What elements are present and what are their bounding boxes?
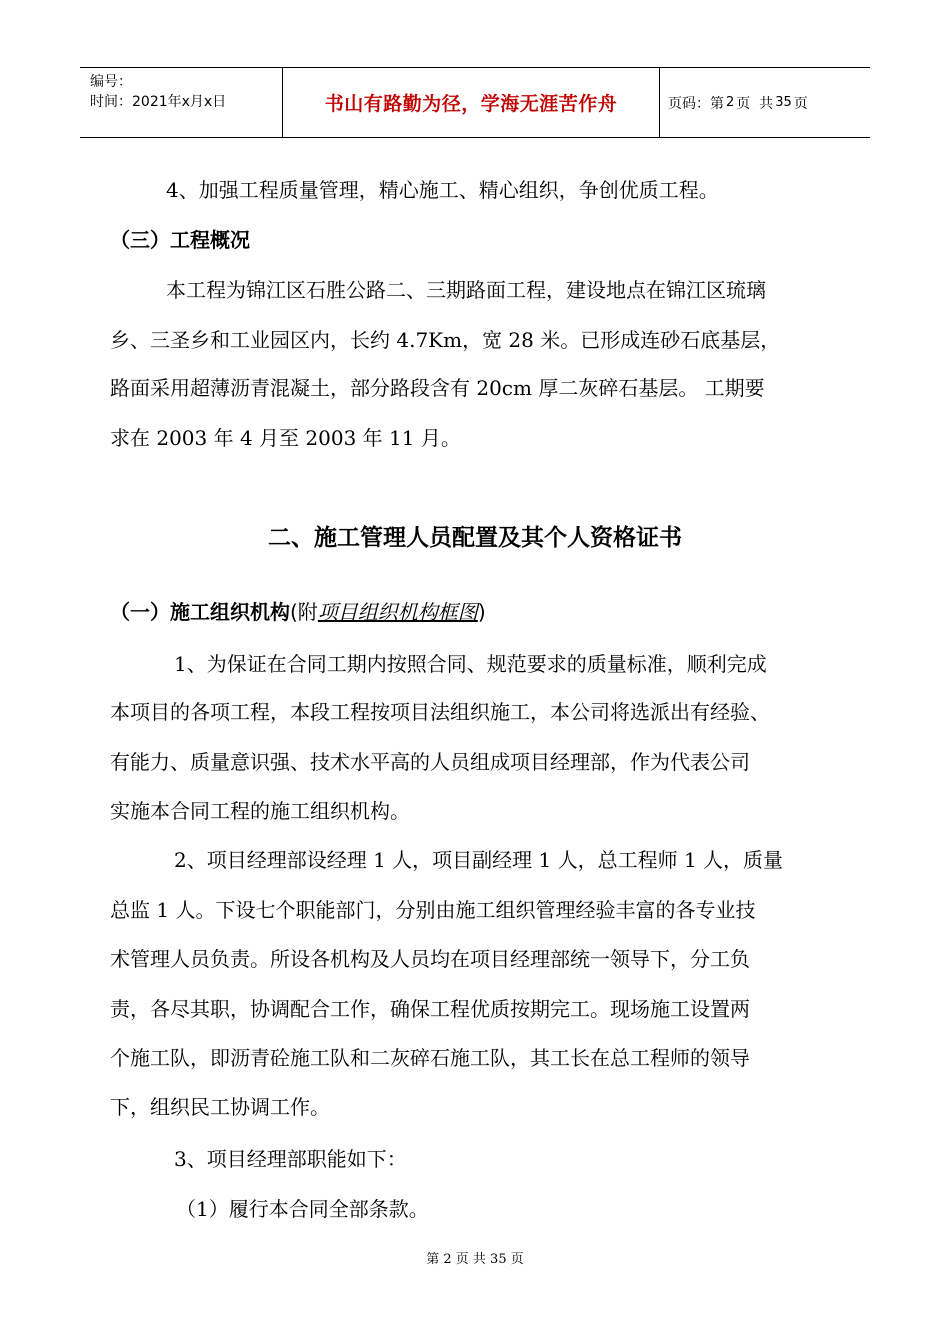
header-motto-cell xyxy=(282,68,660,137)
subsection-1-title: （一）施工组织机构 xyxy=(110,600,290,624)
header-meta xyxy=(80,68,282,137)
page-number: 2 xyxy=(726,95,735,110)
item-4: 4、加强工程质量管理，精心施工、精心组织，争创优质工程。 xyxy=(166,178,719,202)
para2-line-5: 个施工队，即沥青砼施工队和二灰碎石施工队，其工长在总工程师的领导 xyxy=(110,1046,750,1070)
para2-line-6: 下，组织民工协调工作。 xyxy=(110,1095,330,1119)
time-label: 时间：2021年x月x日 xyxy=(90,94,227,110)
para2-line-3: 术管理人员负责。所设各机构及人员均在项目经理部统一领导下，分工负 xyxy=(110,947,750,971)
para1-line-4: 实施本合同工程的施工组织机构。 xyxy=(110,799,410,823)
para1-line-3: 有能力、质量意识强、技术水平高的人员组成项目经理部，作为代表公司 xyxy=(110,750,750,774)
section-2-title: 二、施工管理人员配置及其个人资格证书 xyxy=(268,525,682,551)
page-footer: 第 2 页 共 35 页 xyxy=(426,1252,524,1267)
item-3: 3、项目经理部职能如下： xyxy=(174,1147,407,1171)
page-suffix: 页 xyxy=(793,95,808,112)
number-label: 编号： xyxy=(90,74,132,90)
paren-open: (附 xyxy=(290,600,318,624)
org-chart-link[interactable]: 项目组织机构框图 xyxy=(317,600,478,624)
paren-close: ) xyxy=(477,600,486,624)
page-header xyxy=(80,67,870,138)
page-mid: 页 共 xyxy=(736,95,774,112)
header-page-info xyxy=(660,68,870,137)
para2-line-4: 责，各尽其职，协调配合工作，确保工程优质按期完工。现场施工设置两 xyxy=(110,997,750,1021)
overview-line-4: 求在 2003 年 4 月至 2003 年 11 月。 xyxy=(110,426,461,450)
overview-line-3: 路面采用超薄沥青混凝土，部分路段含有 20cm 厚二灰碎石基层。 工期要 xyxy=(110,376,765,400)
overview-line-1: 本工程为锦江区石胜公路二、三期路面工程，建设地点在锦江区琉璃 xyxy=(166,278,766,302)
overview-line-2: 乡、三圣乡和工业园区内，长约 4.7Km，宽 28 米。已形成连砂石底基层， xyxy=(110,328,781,352)
item-3-1: （1）履行本合同全部条款。 xyxy=(176,1197,429,1221)
page-total: 35 xyxy=(775,95,792,110)
motto: 书山有路勤为径，学海无涯苦作舟 xyxy=(324,93,618,115)
para1-line-1: 1、为保证在合同工期内按照合同、规范要求的质量标准，顺利完成 xyxy=(174,652,767,676)
para1-line-2: 本项目的各项工程，本段工程按项目法组织施工，本公司将选派出有经验、 xyxy=(110,700,770,724)
para2-line-2: 总监 1 人。下设七个职能部门，分别由施工组织管理经验丰富的各专业技 xyxy=(110,898,756,922)
subsection-3-title: （三）工程概况 xyxy=(110,228,250,252)
para2-line-1: 2、项目经理部设经理 1 人，项目副经理 1 人，总工程师 1 人，质量 xyxy=(174,848,784,872)
page-prefix: 页码：第 xyxy=(668,95,724,112)
subsection-1-title-row xyxy=(110,598,486,626)
